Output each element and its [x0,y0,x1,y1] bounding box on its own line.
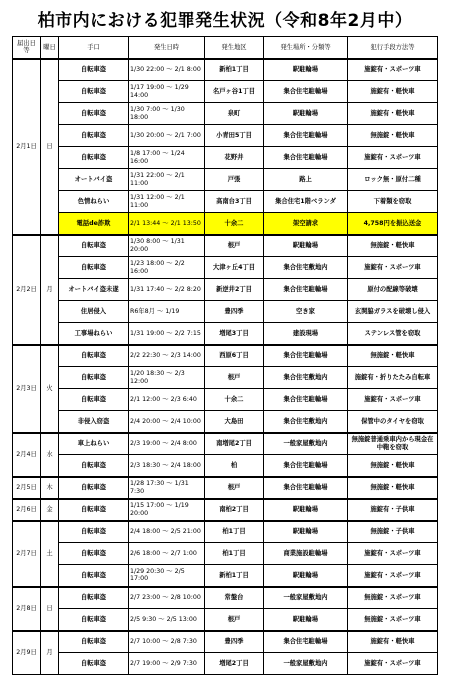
crime-type: 工事場ねらい [59,323,129,345]
table-row [13,345,438,367]
occurrence-datetime: 1/29 20:30 ～ 2/5 17:00 [129,565,205,587]
report-date: 2月7日 [13,521,41,587]
crime-method: 無施錠・スポーツ車 [348,609,438,631]
occurrence-place: 空き家 [264,301,348,323]
table-row [13,565,438,587]
crime-method: 施錠有・スポーツ車 [348,565,438,587]
occurrence-datetime: 2/4 20:00 ～ 2/4 10:00 [129,411,205,433]
table-row [13,477,438,499]
crime-type: 自転車盗 [59,455,129,477]
weekday: 金 [41,499,59,521]
table-row [13,389,438,411]
col-header-place: 発生場所・分類等 [264,37,348,59]
occurrence-area: 柏 [205,455,264,477]
occurrence-datetime: 1/31 17:40 ～ 2/2 8:20 [129,279,205,301]
crime-type: 自転車盗 [59,367,129,389]
crime-method: 施錠有・スポーツ車 [348,543,438,565]
crime-method: 施錠有・軽快車 [348,81,438,103]
crime-type: 自転車盗 [59,609,129,631]
occurrence-place: 駅駐輪場 [264,565,348,587]
crime-type: 自転車盗 [59,81,129,103]
occurrence-area: 大津ヶ丘4丁目 [205,257,264,279]
crime-type: 自転車盗 [59,103,129,125]
crime-type: 自転車盗 [59,257,129,279]
table-row [13,323,438,345]
occurrence-place: 商業施設駐輪場 [264,543,348,565]
occurrence-place: 集合住宅駐輪場 [264,345,348,367]
occurrence-datetime: 1/30 20:00 ～ 2/1 7:00 [129,125,205,147]
table-row [13,235,438,257]
col-header-type: 手口 [59,37,129,59]
occurrence-datetime: 1/31 22:00 ～ 2/1 11:00 [129,169,205,191]
occurrence-area: 豊四季 [205,631,264,653]
occurrence-place: 集合住宅駐輪場 [264,125,348,147]
table-row [13,191,438,213]
occurrence-area: 増尾3丁目 [205,323,264,345]
crime-method: ステンレス管を窃取 [348,323,438,345]
table-row [13,455,438,477]
occurrence-area: 高南台3丁目 [205,191,264,213]
occurrence-datetime: 1/28 17:30 ～ 1/31 7:30 [129,477,205,499]
occurrence-place: 集合住宅敷地内 [264,411,348,433]
occurrence-area: 泉町 [205,103,264,125]
crime-type: 自転車盗 [59,653,129,675]
col-header-datetime: 発生日時 [129,37,205,59]
occurrence-place: 集合住宅駐輪場 [264,389,348,411]
weekday: 日 [41,59,59,235]
occurrence-datetime: 2/4 18:00 ～ 2/5 21:00 [129,521,205,543]
col-header-area: 発生地区 [205,37,264,59]
crime-method: 施錠有・子供車 [348,499,438,521]
occurrence-area: 南増尾2丁目 [205,433,264,455]
occurrence-place: 一般家屋敷地内 [264,433,348,455]
crime-type: 非侵入窃盗 [59,411,129,433]
crime-method: 無施錠・スポーツ車 [348,587,438,609]
report-date: 2月1日 [13,59,41,235]
page-title: 柏市内における犯罪発生状況（令和8年2月中） [37,11,413,31]
occurrence-datetime: 2/3 18:30 ～ 2/4 18:00 [129,455,205,477]
occurrence-datetime: 2/7 19:00 ～ 2/9 7:30 [129,653,205,675]
occurrence-area: 花野井 [205,147,264,169]
occurrence-area: 大島田 [205,411,264,433]
table-row [13,543,438,565]
occurrence-datetime: 2/2 22:30 ～ 2/3 14:00 [129,345,205,367]
occurrence-place: 駅駐輪場 [264,499,348,521]
crime-method: 施錠有・スポーツ車 [348,147,438,169]
occurrence-datetime: 1/30 8:00 ～ 1/31 20:00 [129,235,205,257]
occurrence-place: 集合住宅駐輪場 [264,279,348,301]
crime-type: 自転車盗 [59,631,129,653]
col-header-weekday: 曜日 [41,37,59,59]
crime-type: 色情ねらい [59,191,129,213]
table-row [13,301,438,323]
table-row [13,103,438,125]
crime-method: 無施錠・軽快車 [348,477,438,499]
crime-method: 施錠有・スポーツ車 [348,389,438,411]
crime-type: 自転車盗 [59,235,129,257]
report-date: 2月8日 [13,587,41,631]
occurrence-datetime: 2/1 12:00 ～ 2/3 6:40 [129,389,205,411]
occurrence-place: 路上 [264,169,348,191]
crime-type: 住居侵入 [59,301,129,323]
occurrence-datetime: 1/30 22:00 ～ 2/1 8:00 [129,59,205,81]
weekday: 土 [41,521,59,587]
crime-method: ロック無・原付二種 [348,169,438,191]
table-body [13,59,438,675]
weekday: 月 [41,235,59,345]
occurrence-datetime: 1/31 12:00 ～ 2/1 11:00 [129,191,205,213]
occurrence-datetime: 2/6 18:00 ～ 2/7 1:00 [129,543,205,565]
occurrence-place: 駅駐輪場 [264,521,348,543]
table-row [13,499,438,521]
table-row [13,367,438,389]
occurrence-place: 集合住宅駐輪場 [264,147,348,169]
occurrence-datetime: 2/3 19:00 ～ 2/4 8:00 [129,433,205,455]
crime-method: 無施錠・軽快車 [348,345,438,367]
table-row [13,653,438,675]
occurrence-place: 集合住宅駐輪場 [264,631,348,653]
crime-type: 自転車盗 [59,587,129,609]
occurrence-place: 架空請求 [264,213,348,235]
occurrence-area: 新逆井2丁目 [205,279,264,301]
occurrence-place: 集合住宅駐輪場 [264,81,348,103]
occurrence-datetime: 1/31 19:00 ～ 2/2 7:15 [129,323,205,345]
occurrence-area: 柏1丁目 [205,521,264,543]
crime-type: 自転車盗 [59,477,129,499]
crime-method: 無施錠・軽快車 [348,125,438,147]
occurrence-area: 常盤台 [205,587,264,609]
occurrence-area: 小青田5丁目 [205,125,264,147]
occurrence-area: 十余二 [205,213,264,235]
occurrence-place: 集合住宅敷地内 [264,367,348,389]
table-row [13,411,438,433]
occurrence-area: 戸張 [205,169,264,191]
occurrence-datetime: 1/23 18:00 ～ 2/2 16:00 [129,257,205,279]
crime-method: 施錠有・軽快車 [348,103,438,125]
occurrence-datetime: 1/17 19:00 ～ 1/29 14:00 [129,81,205,103]
crime-type: 自転車盗 [59,543,129,565]
crime-method: 無施錠・軽快車 [348,455,438,477]
occurrence-datetime: 2/1 13:44 ～ 2/1 13:50 [129,213,205,235]
occurrence-datetime: 2/7 23:00 ～ 2/8 10:00 [129,587,205,609]
crime-method: 施錠有・スポーツ車 [348,257,438,279]
occurrence-place: 集合住宅敷地内 [264,257,348,279]
table-row [13,59,438,81]
crime-method: 施錠有・スポーツ車 [348,59,438,81]
crime-type: 自転車盗 [59,389,129,411]
occurrence-place: 駅駐輪場 [264,59,348,81]
occurrence-area: 名戸ヶ谷1丁目 [205,81,264,103]
weekday: 木 [41,477,59,499]
crime-method: 無施錠・軽快車 [348,235,438,257]
table-row [13,521,438,543]
occurrence-place: 集合住宅1階ベランダ [264,191,348,213]
report-date: 2月5日 [13,477,41,499]
crime-method: 下着類を窃取 [348,191,438,213]
report-date: 2月4日 [13,433,41,477]
occurrence-place: 集合住宅駐輪場 [264,455,348,477]
col-header-date: 届出日等 [13,37,41,59]
table-row [13,631,438,653]
occurrence-datetime: 1/8 17:00 ～ 1/24 16:00 [129,147,205,169]
crime-type: 自転車盗 [59,59,129,81]
crime-type: 車上ねらい [59,433,129,455]
occurrence-area: 西原6丁目 [205,345,264,367]
occurrence-datetime: 1/30 7:00 ～ 1/30 18:00 [129,103,205,125]
table-row [13,433,438,455]
crime-method: 4,758円を振込送金 [348,213,438,235]
weekday: 火 [41,345,59,433]
occurrence-area: 根戸 [205,609,264,631]
crime-method: 原付の配線等破壊 [348,279,438,301]
table-row [13,147,438,169]
occurrence-area: 柏1丁目 [205,543,264,565]
occurrence-area: 増尾2丁目 [205,653,264,675]
crime-method: 保管中のタイヤを窃取 [348,411,438,433]
report-date: 2月2日 [13,235,41,345]
table-row [13,169,438,191]
report-date: 2月3日 [13,345,41,433]
table-row [13,587,438,609]
occurrence-area: 十余二 [205,389,264,411]
occurrence-datetime: 1/20 18:30 ～ 2/3 12:00 [129,367,205,389]
crime-type: 自転車盗 [59,565,129,587]
occurrence-datetime: 2/7 10:00 ～ 2/8 7:30 [129,631,205,653]
crime-type: オートバイ盗 [59,169,129,191]
crime-table [12,36,438,675]
occurrence-place: 一般家屋敷地内 [264,587,348,609]
table-row [13,279,438,301]
report-date: 2月6日 [13,499,41,521]
table-header-row [13,37,438,59]
table-row [13,125,438,147]
weekday: 水 [41,433,59,477]
occurrence-place: 建設現場 [264,323,348,345]
occurrence-datetime: R6年8月 ～ 1/19 [129,301,205,323]
occurrence-area: 新柏1丁目 [205,565,264,587]
occurrence-datetime: 2/5 9:30 ～ 2/5 13:00 [129,609,205,631]
crime-method: 無施錠普通乗車内から現金在中鞄を窃取 [348,433,438,455]
table-row [13,257,438,279]
occurrence-place: 駅駐輪場 [264,235,348,257]
crime-method: 施錠有・軽快車 [348,631,438,653]
occurrence-area: 豊四季 [205,301,264,323]
occurrence-datetime: 1/15 17:00 ～ 1/19 20:00 [129,499,205,521]
crime-method: 玄関脇ガラスを破壊し侵入 [348,301,438,323]
occurrence-area: 根戸 [205,477,264,499]
col-header-method: 犯行手段方法等 [348,37,438,59]
crime-type: 電話de詐欺 [59,213,129,235]
crime-method: 施錠有・スポーツ車 [348,653,438,675]
occurrence-area: 根戸 [205,235,264,257]
occurrence-area: 新柏1丁目 [205,59,264,81]
report-date: 2月9日 [13,631,41,675]
weekday: 月 [41,631,59,675]
occurrence-place: 一般家屋敷地内 [264,653,348,675]
occurrence-place: 駅駐輪場 [264,609,348,631]
crime-method: 施錠有・折りたたみ自転車 [348,367,438,389]
crime-type: 自転車盗 [59,125,129,147]
occurrence-place: 集合住宅駐輪場 [264,477,348,499]
crime-type: 自転車盗 [59,345,129,367]
crime-type: 自転車盗 [59,147,129,169]
crime-type: 自転車盗 [59,521,129,543]
table-row [13,609,438,631]
occurrence-area: 根戸 [205,367,264,389]
occurrence-area: 南柏2丁目 [205,499,264,521]
crime-type: オートバイ盗未遂 [59,279,129,301]
crime-method: 無施錠・子供車 [348,521,438,543]
occurrence-place: 駅駐輪場 [264,103,348,125]
weekday: 日 [41,587,59,631]
table-row [13,213,438,235]
crime-type: 自転車盗 [59,499,129,521]
table-row [13,81,438,103]
